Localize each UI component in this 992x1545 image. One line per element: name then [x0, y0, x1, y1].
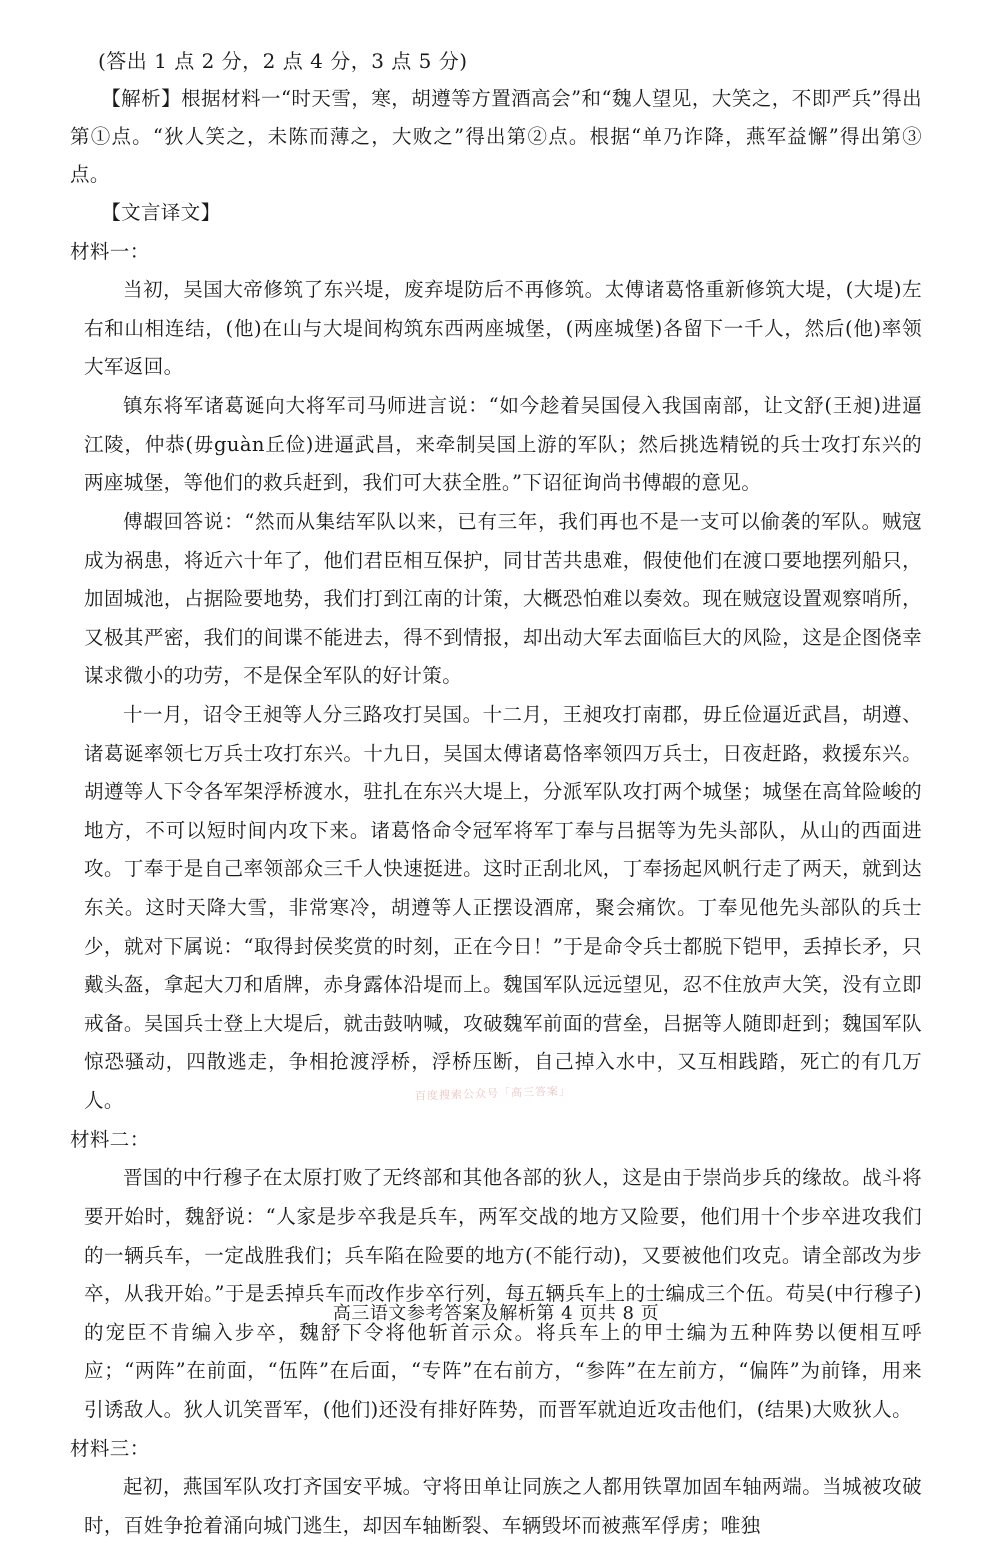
material-two-label: 材料二： — [70, 1127, 150, 1151]
translation-heading: 【文言译文】 — [101, 201, 221, 225]
watermark-text: 百度搜索公众号「高三答案」 — [414, 1084, 572, 1103]
material-one-paragraph-1: 当初，吴国大帝修筑了东兴堤，废弃堤防后不再修筑。太傅诸葛恪重新修筑大堤，(大堤)左右和山相连结，(他)在山与大堤间构筑东西两座城堡，(两座城堡)各留下一千人，然后(他)率领大军返回。 — [84, 278, 922, 379]
material-one-paragraph-4: 十一月，诏令王昶等人分三路攻打吴国。十二月，王昶攻打南郡，毋丘俭逼近武昌，胡遵、诸葛诞率领七万兵士攻打东兴。十九日，吴国太傅诸葛恪率领四万兵士，日夜赶路，救援东兴。胡遵等人下令各军架浮桥渡水，驻扎在东兴大堤上，分派军队攻打两个城堡；城堡在高耸险峻的地方，不可以短时间内攻下来。诸葛恪命令冠军将军丁奉与吕据等为先头部队，从山的西面进攻。丁奉于是自己率领部众三千人快速挺进。这时正刮北风，丁奉扬起风帆行走了两天，就到达东关。这时天降大雪，非常寒冷，胡遵等人正摆设酒席，聚会痛饮。丁奉见他先头部队的兵士少，就对下属说：“取得封侯奖赏的时刻，正在今日！”于是命令兵士都脱下铠甲，丢掉长矛，只戴头盔，拿起大刀和盾牌，赤身露体沿堤而上。魏国军队远远望见，忍不住放声大笑，没有立即戒备。吴国兵士登上大堤后，就击鼓呐喊，攻破魏军前面的营垒，吕据等人随即赶到；魏国军队惊恐骚动，四散逃走，争相抢渡浮桥，浮桥压断，自己掉入水中，又互相践踏，死亡的有几万人。 — [84, 702, 922, 1113]
material-one-paragraph-3: 傅嘏回答说：“然而从集结军队以来，已有三年，我们再也不是一支可以偷袭的军队。贼寇成为祸患，将近六十年了，他们君臣相互保护，同甘苦共患难，假使他们在渡口要地摆列船只，加固城池，占据险要地势，我们打到江南的计策，大概恐怕难以奏效。现在贼寇设置观察哨所，又极其严密，我们的间谍不能进去，得不到情报，却出动大军去面临巨大的风险，这是企图侥幸谋求微小的功劳，不是保全军队的好计策。 — [84, 509, 922, 688]
material-two-paragraph-1: 晋国的中行穆子在太原打败了无终部和其他各部的狄人，这是由于崇尚步兵的缘故。战斗将要开始时，魏舒说：“人家是步卒我是兵车，两军交战的地方又险要，他们用十个步卒进攻我们的一辆兵车，一定战胜我们；兵车陷在险要的地方(不能行动)，又要被他们攻克。请全部改为步卒，从我开始。”于是丢掉兵车而改作步卒行列，每五辆兵车上的士编成三个伍。苟吴(中行穆子)的宠臣不肯编入步卒，魏舒下令将他斩首示众。将兵车上的甲士编为五种阵势以便相互呼应；“两阵”在前面，“伍阵”在后面，“专阵”在右前方，“参阵”在左前方，“偏阵”为前锋，用来引诱敌人。狄人讥笑晋军，(他们)还没有排好阵势，而晋军就迫近攻击他们，(结果)大败狄人。 — [84, 1166, 922, 1421]
material-one-label: 材料一： — [70, 239, 150, 263]
page-footer: 高三语文参考答案及解析第 4 页共 8 页 — [332, 1303, 660, 1324]
material-three-label: 材料三： — [70, 1436, 150, 1460]
material-one-paragraph-2: 镇东将军诸葛诞向大将军司马师进言说：“如今趁着吴国侵入我国南部，让文舒(王昶)进逼江陵，仲恭(毋guàn丘俭)进逼武昌，来牵制吴国上游的军队；然后挑选精锐的兵士攻打东兴的两座城堡，等他们的救兵赶到，我们可大获全胜。”下诏征询尚书傅嘏的意见。 — [84, 394, 922, 495]
analysis-paragraph: 【解析】根据材料一“时天雪，寒，胡遵等方置酒高会”和“魏人望见，大笑之，不即严兵”得出第①点。“狄人笑之，未陈而薄之，大败之”得出第②点。根据“单乃诈降，燕军益懈”得出第③点。 — [70, 87, 922, 187]
scoring-note: (答出 1 点 2 分，2 点 4 分，3 点 5 分) — [98, 49, 468, 73]
material-three-paragraph-1: 起初，燕国军队攻打齐国安平城。守将田单让同族之人都用铁罩加固车轴两端。当城被攻破时，百姓争抢着涌向城门逃生，却因车轴断裂、车辆毁坏而被燕军俘虏；唯独 — [84, 1475, 922, 1537]
